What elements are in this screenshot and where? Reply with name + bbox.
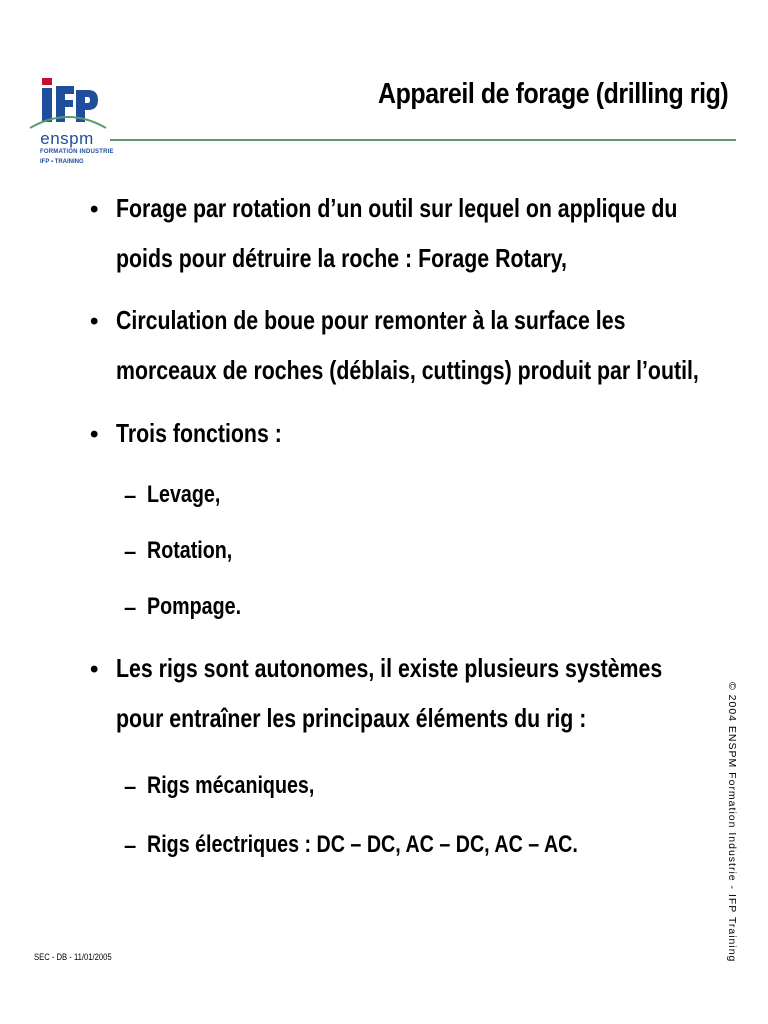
bullet-marker: •	[90, 421, 99, 448]
sub-bullet-marker: –	[124, 595, 137, 620]
logo-enspm-text: enspm	[40, 129, 94, 148]
bullet-text	[116, 643, 662, 743]
sub-bullet-line: Rigs mécaniques,	[147, 772, 315, 799]
bullet-marker: •	[90, 656, 99, 683]
sub-bullet-marker: –	[124, 483, 137, 508]
sub-bullet-text	[147, 761, 314, 811]
slide-title: Appareil de forage (drilling rig)	[377, 78, 728, 110]
sub-bullet-text	[147, 582, 241, 632]
footer-date: SEC - DB - 11/01/2005	[34, 952, 112, 962]
bullet-line: poids pour détruire la roche : Forage Rotary,	[116, 243, 567, 273]
ifp-logo-icon	[28, 76, 108, 136]
logo-subtitle-1: FORMATION INDUSTRIE	[40, 149, 114, 155]
bullet-text	[116, 295, 699, 395]
logo-subtitle-2: IFP ▪ TRAINING	[40, 159, 84, 165]
title-divider	[110, 139, 736, 141]
sub-bullet-text	[147, 820, 578, 870]
ifp-enspm-logo	[28, 76, 114, 176]
sub-bullet-text	[147, 470, 220, 520]
bullet-marker: •	[90, 308, 99, 335]
copyright-notice: © 2004 ENSPM Formation Industrie - IFP Training	[726, 682, 738, 963]
bullet-line: pour entraîner les principaux éléments du rig :	[116, 703, 587, 733]
sub-bullet-line: Levage,	[147, 481, 221, 508]
sub-bullet-line: Rotation,	[147, 537, 233, 564]
bullet-line: Circulation de boue pour remonter à la surface les	[116, 305, 626, 335]
sub-bullet-marker: –	[124, 774, 137, 799]
bullet-line: Trois fonctions :	[116, 418, 282, 448]
bullet-marker: •	[90, 196, 99, 223]
sub-bullet-marker: –	[124, 539, 137, 564]
sub-bullet-marker: –	[124, 833, 137, 858]
bullet-line: Les rigs sont autonomes, il existe plusieurs systèmes	[116, 653, 663, 683]
bullet-text	[116, 183, 677, 283]
bullet-line: morceaux de roches (déblais, cuttings) produit par l’outil,	[116, 355, 699, 385]
sub-bullet-line: Rigs électriques : DC – DC, AC – DC, AC – AC.	[147, 831, 578, 858]
bullet-text	[116, 408, 282, 458]
bullet-line: Forage par rotation d’un outil sur lequel on applique du	[116, 193, 678, 223]
sub-bullet-line: Pompage.	[147, 593, 242, 620]
sub-bullet-text	[147, 526, 232, 576]
